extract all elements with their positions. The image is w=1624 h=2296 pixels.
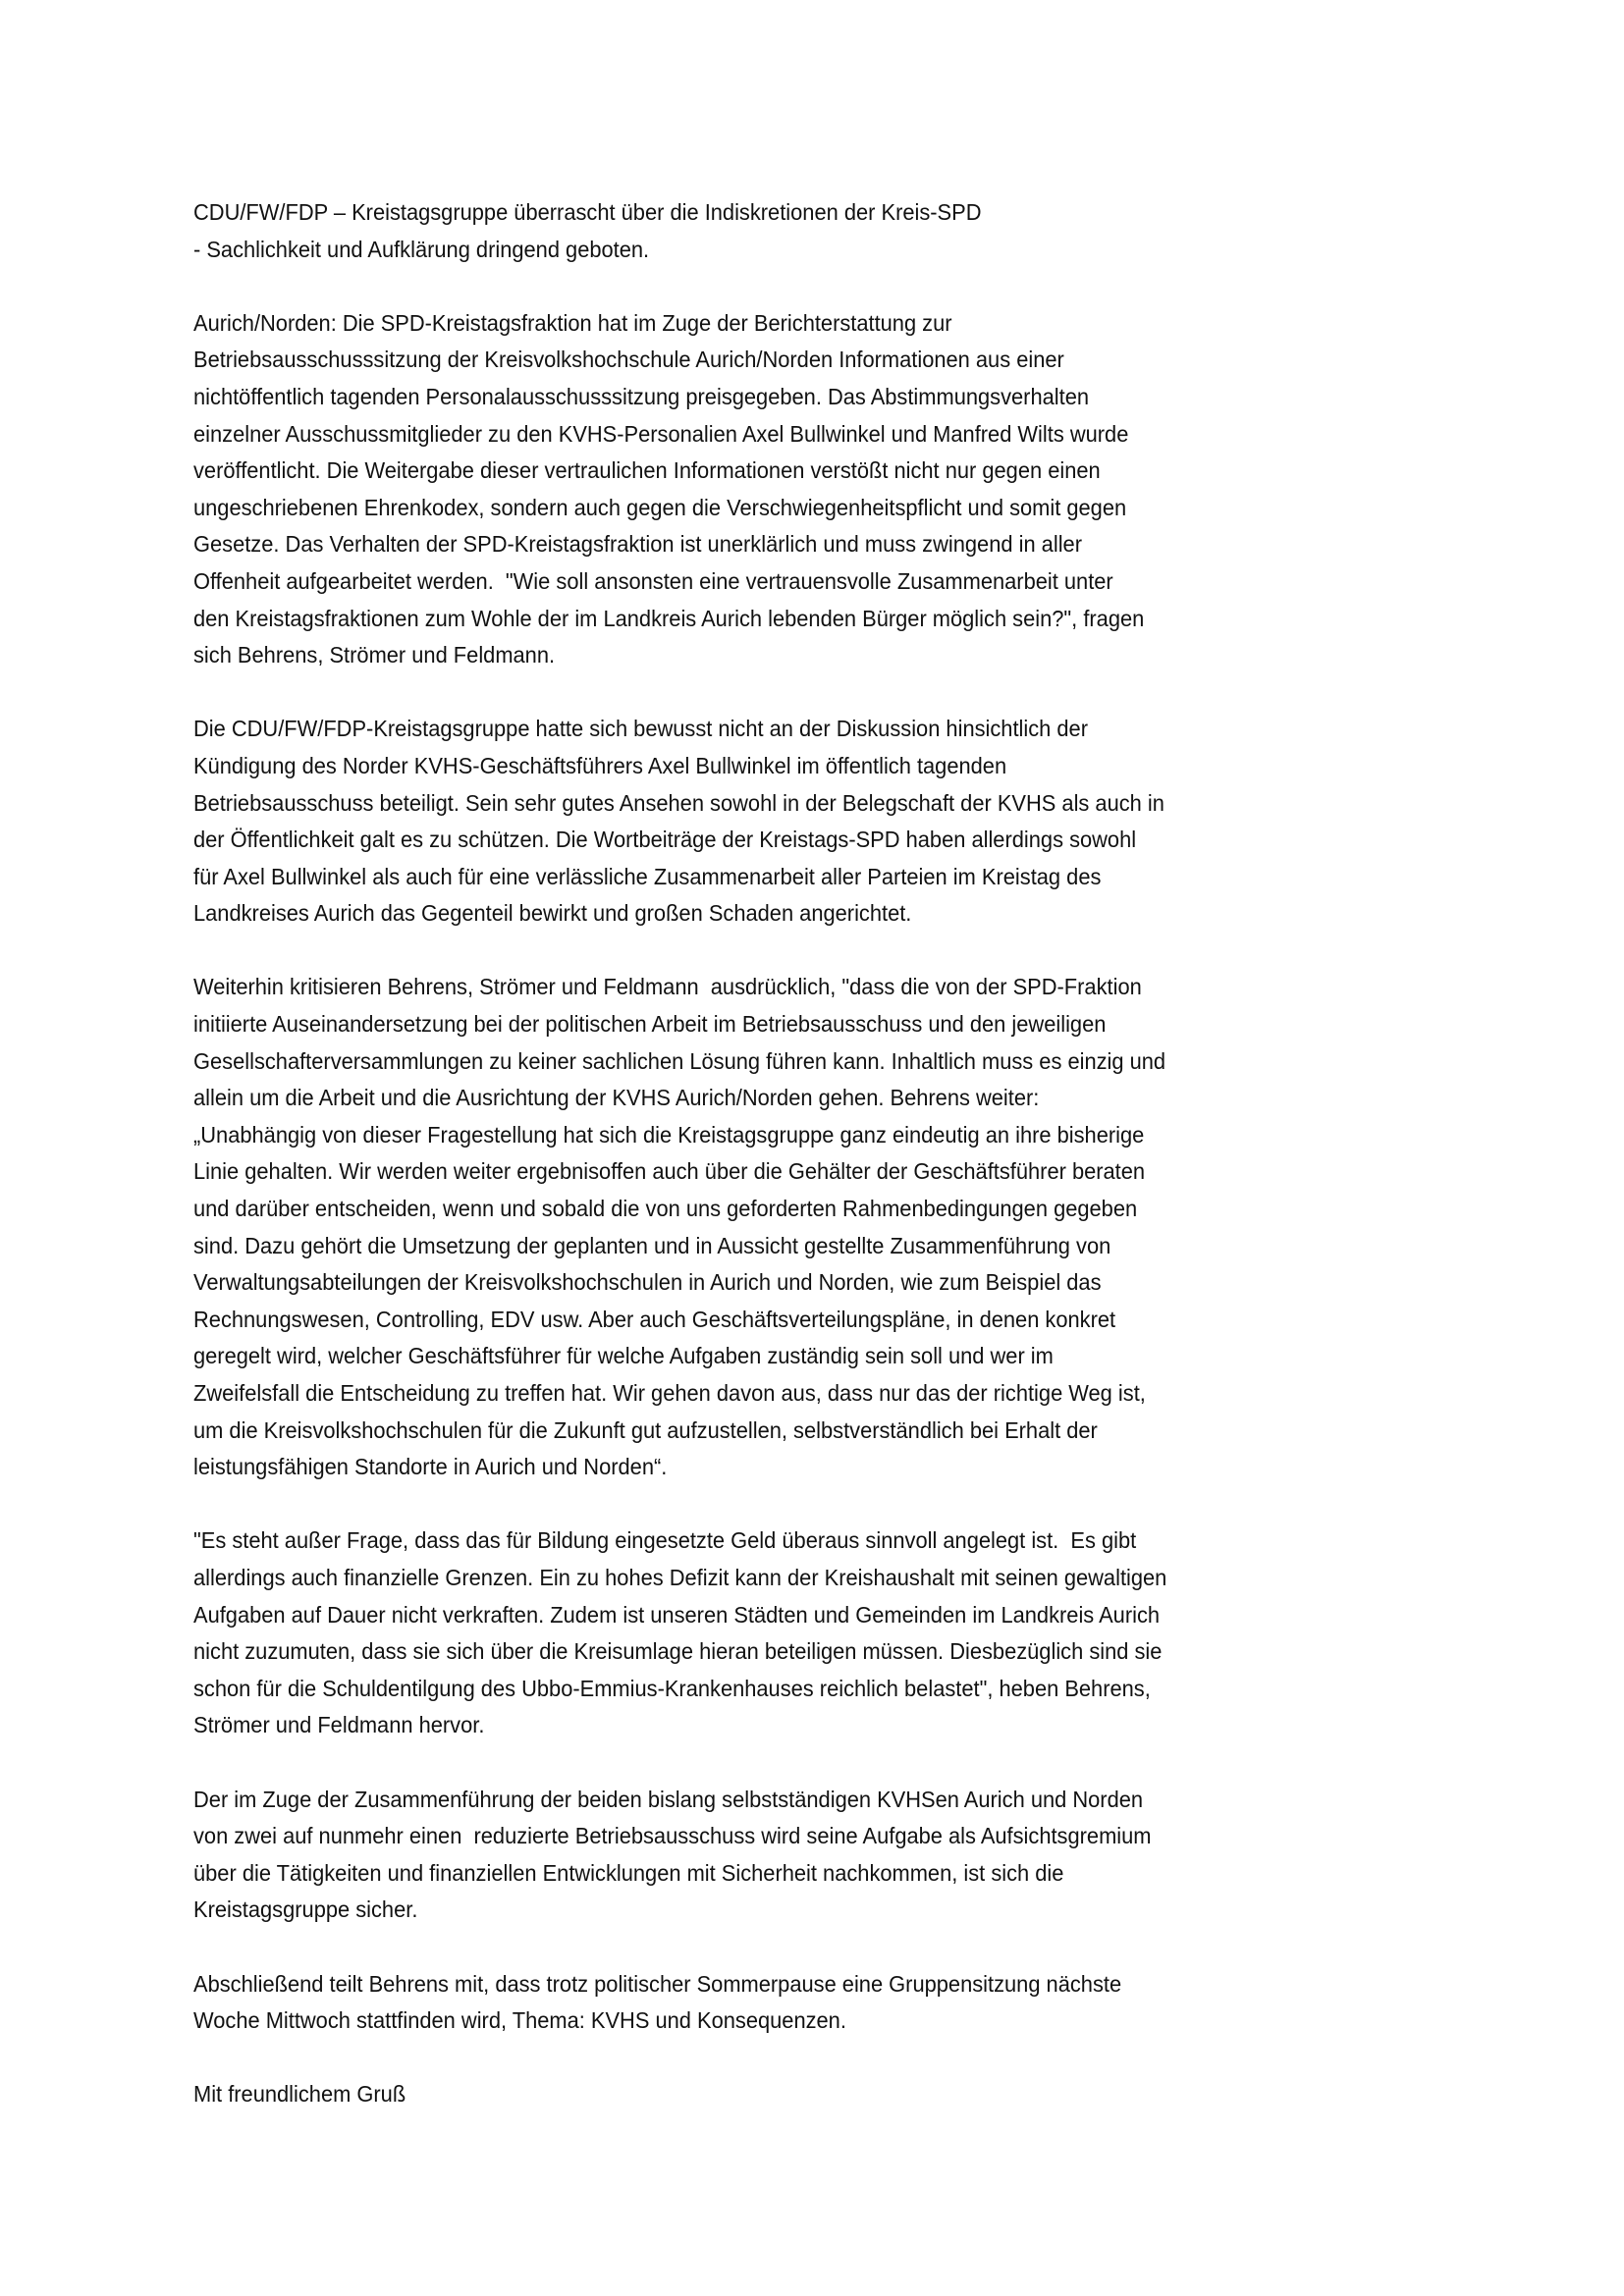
paragraph bbox=[193, 969, 1470, 1485]
closing-paragraph bbox=[193, 2076, 1470, 2113]
paragraph-line: Verwaltungsabteilungen der Kreisvolkshochschulen in Aurich und Norden, wie zum Beispiel das bbox=[193, 1269, 1102, 1296]
paragraph-line: nicht zuzumuten, dass sie sich über die Kreisumlage hieran beteiligen müssen. Diesbezüglich sind sie bbox=[193, 1638, 1163, 1665]
paragraph-line: Woche Mittwoch stattfinden wird, Thema: KVHS und Konsequenzen. bbox=[193, 2007, 846, 2034]
paragraph-line: Offenheit aufgearbeitet werden. "Wie soll ansonsten eine vertrauensvolle Zusammenarbeit unter bbox=[193, 567, 1113, 594]
paragraph bbox=[193, 711, 1470, 933]
paragraph-line: um die Kreisvolkshochschulen für die Zukunft gut aufzustellen, selbstverständlich bei Erhalt der bbox=[193, 1416, 1098, 1443]
paragraph bbox=[193, 305, 1470, 674]
paragraph-line: "Es steht außer Frage, dass das für Bildung eingesetzte Geld überaus sinnvoll angelegt ist. Es gibt bbox=[193, 1527, 1137, 1554]
paragraph bbox=[193, 1782, 1470, 1929]
paragraph-line: für Axel Bullwinkel als auch für eine verlässliche Zusammenarbeit aller Parteien im Kreistag des bbox=[193, 863, 1102, 889]
paragraph-line: Aurich/Norden: Die SPD-Kreistagsfraktion hat im Zuge der Berichterstattung zur bbox=[193, 309, 952, 336]
paragraph-line: sind. Dazu gehört die Umsetzung der geplanten und in Aussicht gestellte Zusammenführung von bbox=[193, 1232, 1111, 1258]
paragraph-line: Weiterhin kritisieren Behrens, Strömer und Feldmann ausdrücklich, "dass die von der SPD-Fraktion bbox=[193, 974, 1142, 1000]
paragraph-line: leistungsfähigen Standorte in Aurich und Norden“. bbox=[193, 1454, 668, 1480]
paragraph-line: Betriebsausschuss beteiligt. Sein sehr gutes Ansehen sowohl in der Belegschaft der KVHS als auch in bbox=[193, 789, 1164, 816]
paragraph-line: veröffentlicht. Die Weitergabe dieser vertraulichen Informationen verstößt nicht nur gegen einen bbox=[193, 457, 1101, 484]
paragraph-line: über die Tätigkeiten und finanziellen Entwicklungen mit Sicherheit nachkommen, ist sich die bbox=[193, 1859, 1064, 1886]
paragraph-line: Rechnungswesen, Controlling, EDV usw. Aber auch Geschäftsverteilungspläne, in denen konkret bbox=[193, 1306, 1116, 1332]
paragraph-line: den Kreistagsfraktionen zum Wohle der im Landkreis Aurich lebenden Bürger möglich sein?", fragen bbox=[193, 605, 1145, 631]
paragraph-line: Gesetze. Das Verhalten der SPD-Kreistagsfraktion ist unerklärlich und muss zwingend in aller bbox=[193, 531, 1082, 558]
paragraph-line: schon für die Schuldentilgung des Ubbo-Emmius-Krankenhauses reichlich belastet", heben Behrens, bbox=[193, 1675, 1151, 1701]
paragraph-line: Abschließend teilt Behrens mit, dass trotz politischer Sommerpause eine Gruppensitzung nächste bbox=[193, 1970, 1122, 1997]
paragraph-line: von zwei auf nunmehr einen reduzierte Betriebsausschuss wird seine Aufgabe als Aufsichtsgremium bbox=[193, 1823, 1152, 1849]
paragraph bbox=[193, 1966, 1470, 2040]
paragraph-line: und darüber entscheiden, wenn und sobald die von uns geforderten Rahmenbedingungen gegeben bbox=[193, 1196, 1138, 1222]
paragraph-line: Kündigung des Norder KVHS-Geschäftsführers Axel Bullwinkel im öffentlich tagenden bbox=[193, 752, 1007, 778]
heading-line: CDU/FW/FDP – Kreistagsgruppe überrascht über die Indiskretionen der Kreis-SPD bbox=[193, 199, 982, 225]
paragraph-line: Die CDU/FW/FDP-Kreistagsgruppe hatte sich bewusst nicht an der Diskussion hinsichtlich der bbox=[193, 716, 1088, 742]
paragraph-line: Gesellschafterversammlungen zu keiner sachlichen Lösung führen kann. Inhaltlich muss es einzig und bbox=[193, 1047, 1166, 1074]
paragraph-line: Kreistagsgruppe sicher. bbox=[193, 1896, 418, 1923]
paragraph-line: Betriebsausschusssitzung der Kreisvolkshochschule Aurich/Norden Informationen aus einer bbox=[193, 347, 1064, 373]
document-page bbox=[193, 194, 1470, 2150]
paragraph-line: Der im Zuge der Zusammenführung der beiden bislang selbstständigen KVHSen Aurich und Norden bbox=[193, 1786, 1144, 1812]
paragraph-line: Landkreises Aurich das Gegenteil bewirkt und großen Schaden angerichtet. bbox=[193, 900, 912, 927]
paragraph-line: nichtöffentlich tagenden Personalausschusssitzung preisgegeben. Das Abstimmungsverhalten bbox=[193, 383, 1090, 409]
document-body bbox=[193, 305, 1470, 2040]
closing-line: Mit freundlichem Gruß bbox=[193, 2081, 406, 2108]
paragraph-line: sich Behrens, Strömer und Feldmann. bbox=[193, 642, 556, 668]
paragraph-line: allein um die Arbeit und die Ausrichtung der KVHS Aurich/Norden gehen. Behrens weiter: bbox=[193, 1085, 1040, 1111]
document-heading bbox=[193, 194, 1470, 268]
paragraph-line: Linie gehalten. Wir werden weiter ergebnisoffen auch über die Gehälter der Geschäftsführer beraten bbox=[193, 1158, 1146, 1185]
subheading-line: - Sachlichkeit und Aufklärung dringend geboten. bbox=[193, 236, 650, 262]
paragraph-line: geregelt wird, welcher Geschäftsführer für welche Aufgaben zuständig sein soll und wer im bbox=[193, 1343, 1054, 1369]
paragraph-line: der Öffentlichkeit galt es zu schützen. Die Wortbeiträge der Kreistags-SPD haben allerdings sowohl bbox=[193, 827, 1137, 853]
paragraph-line: „Unabhängig von dieser Fragestellung hat sich die Kreistagsgruppe ganz eindeutig an ihre bisherige bbox=[193, 1121, 1145, 1148]
paragraph-line: Zweifelsfall die Entscheidung zu treffen hat. Wir gehen davon aus, dass nur das der richtige Weg ist, bbox=[193, 1380, 1146, 1406]
paragraph-line: einzelner Ausschussmitglieder zu den KVHS-Personalien Axel Bullwinkel und Manfred Wilts wurde bbox=[193, 420, 1129, 447]
paragraph-line: initiierte Auseinandersetzung bei der politischen Arbeit im Betriebsausschuss und den jeweiligen bbox=[193, 1011, 1107, 1038]
paragraph bbox=[193, 1522, 1470, 1744]
paragraph-line: Strömer und Feldmann hervor. bbox=[193, 1712, 485, 1738]
paragraph-line: allerdings auch finanzielle Grenzen. Ein zu hohes Defizit kann der Kreishaushalt mit seinen gewaltigen bbox=[193, 1564, 1167, 1590]
paragraph-line: ungeschriebenen Ehrenkodex, sondern auch gegen die Verschwiegenheitspflicht und somit gegen bbox=[193, 494, 1127, 520]
paragraph-line: Aufgaben auf Dauer nicht verkraften. Zudem ist unseren Städten und Gemeinden im Landkreis Aurich bbox=[193, 1601, 1161, 1628]
